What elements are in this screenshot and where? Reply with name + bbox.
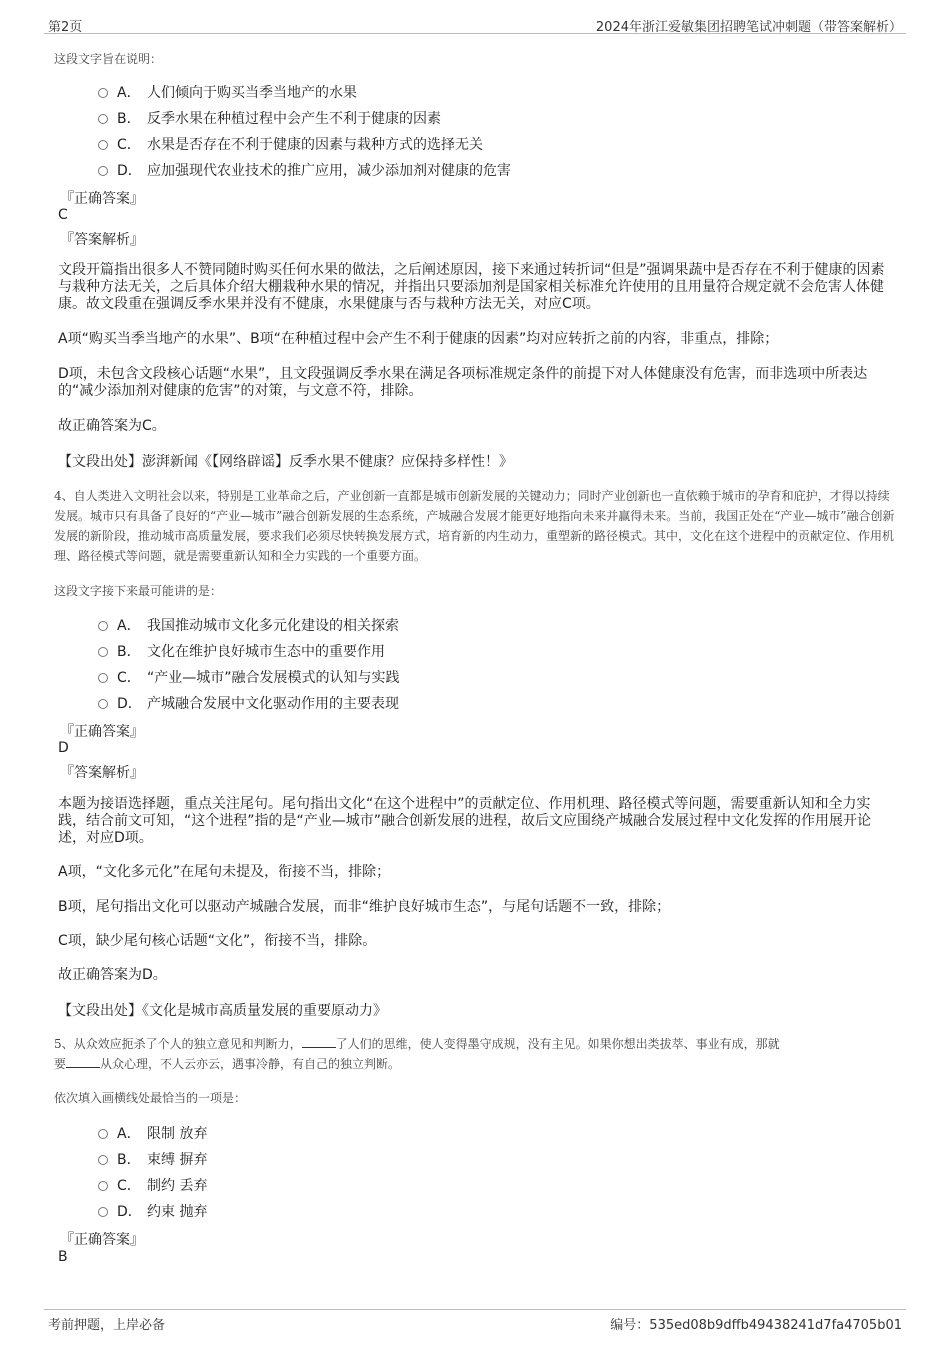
q5-answer-label: 『正确答案』: [60, 1232, 144, 1248]
q3-source: 【文段出处】澎湃新闻《【网络辟谣】反季水果不健康？应保持多样性！》: [58, 454, 513, 470]
q4-answer: D: [58, 740, 69, 756]
q3-prompt: 这段文字旨在说明：: [54, 52, 163, 66]
q3-analysis-conclusion: 故正确答案为C。: [58, 418, 166, 434]
q3-analysis-paragraph: A项“购买当季当地产的水果”、B项“在种植过程中会产生不利于健康的因素”均对应转折之前的内容，非重点，排除；: [58, 331, 779, 347]
q4-prompt: 这段文字接下来最可能讲的是：: [54, 584, 223, 598]
radio-icon[interactable]: [98, 166, 108, 176]
q4-analysis-conclusion: 故正确答案为D。: [58, 967, 167, 983]
header-divider: [44, 33, 906, 34]
q3-analysis-paragraph: D项，未包含文段核心话题“水果”，且文段强调反季水果在满足各项标准规定条件的前提下对人体健康没有危害，而非选项中所表达的“减少添加剂对健康的危害”的对策，与文意不符，排除。: [58, 366, 868, 399]
q3-answer-label: 『正确答案』: [60, 191, 144, 207]
radio-icon[interactable]: [98, 621, 108, 631]
q4-option-d[interactable]: D． 产城融合发展中文化驱动作用的主要表现: [98, 693, 399, 713]
document-title: 2024年浙江爱敏集团招聘笔试冲刺题（带答案解析）: [595, 20, 902, 35]
fill-blank[interactable]: [302, 1037, 336, 1048]
q4-analysis-paragraph: C项，缺少尾句核心话题“文化”，衔接不当，排除。: [58, 933, 377, 949]
footer-slogan: 考前押题，上岸必备: [48, 1318, 166, 1333]
q4-source: 【文段出处】《文化是城市高质量发展的重要原动力》: [58, 1003, 387, 1019]
q5-prompt: 依次填入画横线处最恰当的一项是：: [54, 1091, 247, 1105]
radio-icon[interactable]: [98, 114, 108, 124]
radio-icon[interactable]: [98, 1207, 108, 1217]
q4-analysis-paragraph: 本题为接语选择题，重点关注尾句。尾句指出文化“在这个进程中”的贡献定位、作用机理、路径模式等问题，需要重新认知和全力实践，结合前文可知，“这个进程”指的是“产业—城市”融合创新发展的进程，故后文应围绕产城融合发展过程中文化发挥的作用展开论述，对应D项。: [58, 796, 872, 846]
q4-analysis-label: 『答案解析』: [60, 765, 144, 781]
q4-option-c[interactable]: C． “产业—城市”融合发展模式的认知与实践: [98, 667, 400, 687]
radio-icon[interactable]: [98, 88, 108, 98]
q3-option-c[interactable]: C． 水果是否存在不利于健康的因素与栽种方式的选择无关: [98, 134, 483, 154]
q3-analysis-paragraph: 文段开篇指出很多人不赞同随时购买任何水果的做法，之后阐述原因，接下来通过转折词“但是”强调果蔬中是否存在不利于健康的因素与栽种方法无关，之后具体介绍大棚栽种水果的情况，并指出只要添加剂是国家相关标准允许使用的且用量符合规定就不会危害人体健康。故文段重在强调反季水果并没有不健康，水果健康与否与栽种方法无关，对应C项。: [58, 262, 885, 312]
radio-icon[interactable]: [98, 1181, 108, 1191]
fill-blank[interactable]: [66, 1057, 100, 1068]
q4-option-b[interactable]: B． 文化在维护良好城市生态中的重要作用: [98, 641, 385, 661]
q3-option-b[interactable]: B． 反季水果在种植过程中会产生不利于健康的因素: [98, 108, 441, 128]
q4-option-a[interactable]: A． 我国推动城市文化多元化建设的相关探索: [98, 615, 399, 635]
q3-option-a[interactable]: A． 人们倾向于购买当季当地产的水果: [98, 82, 357, 102]
q5-answer: B: [58, 1249, 68, 1265]
q3-answer: C: [58, 207, 68, 223]
q3-analysis-label: 『答案解析』: [60, 232, 144, 248]
q4-question: 4、自人类进入文明社会以来，特别是工业革命之后，产业创新一直都是城市创新发展的关键动力；同时产业创新也一直依赖于城市的孕育和庇护，才得以持续发展。城市只有具备了良好的“产业—城市”融合创新发展的生态系统，产城融合发展才能更好地指向未来并赢得未来。当前，我国正处在“产业—城市”融合创新发展的新阶段，推动城市高质量发展，要求我们必须尽快转换发展方式，培育新的内生动力，重塑新的路径模式。其中，文化在这个进程中的贡献定位、作用机理、路径模式等问题，就是需要重新认知和全力实践的一个重要方面。: [54, 489, 895, 563]
radio-icon[interactable]: [98, 647, 108, 657]
page-number: 第2页: [48, 20, 83, 35]
q5-option-c[interactable]: C． 制约 丢弃: [98, 1175, 207, 1195]
radio-icon[interactable]: [98, 699, 108, 709]
q4-analysis-paragraph: B项，尾句指出文化可以驱动产城融合发展，而非“维护良好城市生态”，与尾句话题不一致，排除；: [58, 899, 671, 915]
q4-analysis-paragraph: A项，“文化多元化”在尾句未提及，衔接不当，排除；: [58, 864, 391, 880]
q5-option-a[interactable]: A． 限制 放弃: [98, 1123, 207, 1143]
q5-option-d[interactable]: D． 约束 抛弃: [98, 1201, 207, 1221]
q5-option-b[interactable]: B． 束缚 摒弃: [98, 1149, 207, 1169]
q4-answer-label: 『正确答案』: [60, 724, 144, 740]
q5-question: 5、从众效应扼杀了个人的独立意见和判断力， 了人们的思维，使人变得墨守成规，没有主见。如果你想出类拔萃、事业有成，那就 要 从众心理，不人云亦云，遇事冷静，有自己的独立判断。: [54, 1037, 780, 1071]
q3-option-d[interactable]: D． 应加强现代农业技术的推广应用，减少添加剂对健康的危害: [98, 160, 511, 180]
document-serial: 编号：535ed08b9dffb49438241d7fa4705b01: [610, 1318, 902, 1333]
radio-icon[interactable]: [98, 1129, 108, 1139]
radio-icon[interactable]: [98, 673, 108, 683]
radio-icon[interactable]: [98, 140, 108, 150]
radio-icon[interactable]: [98, 1155, 108, 1165]
footer-divider: [44, 1309, 906, 1310]
